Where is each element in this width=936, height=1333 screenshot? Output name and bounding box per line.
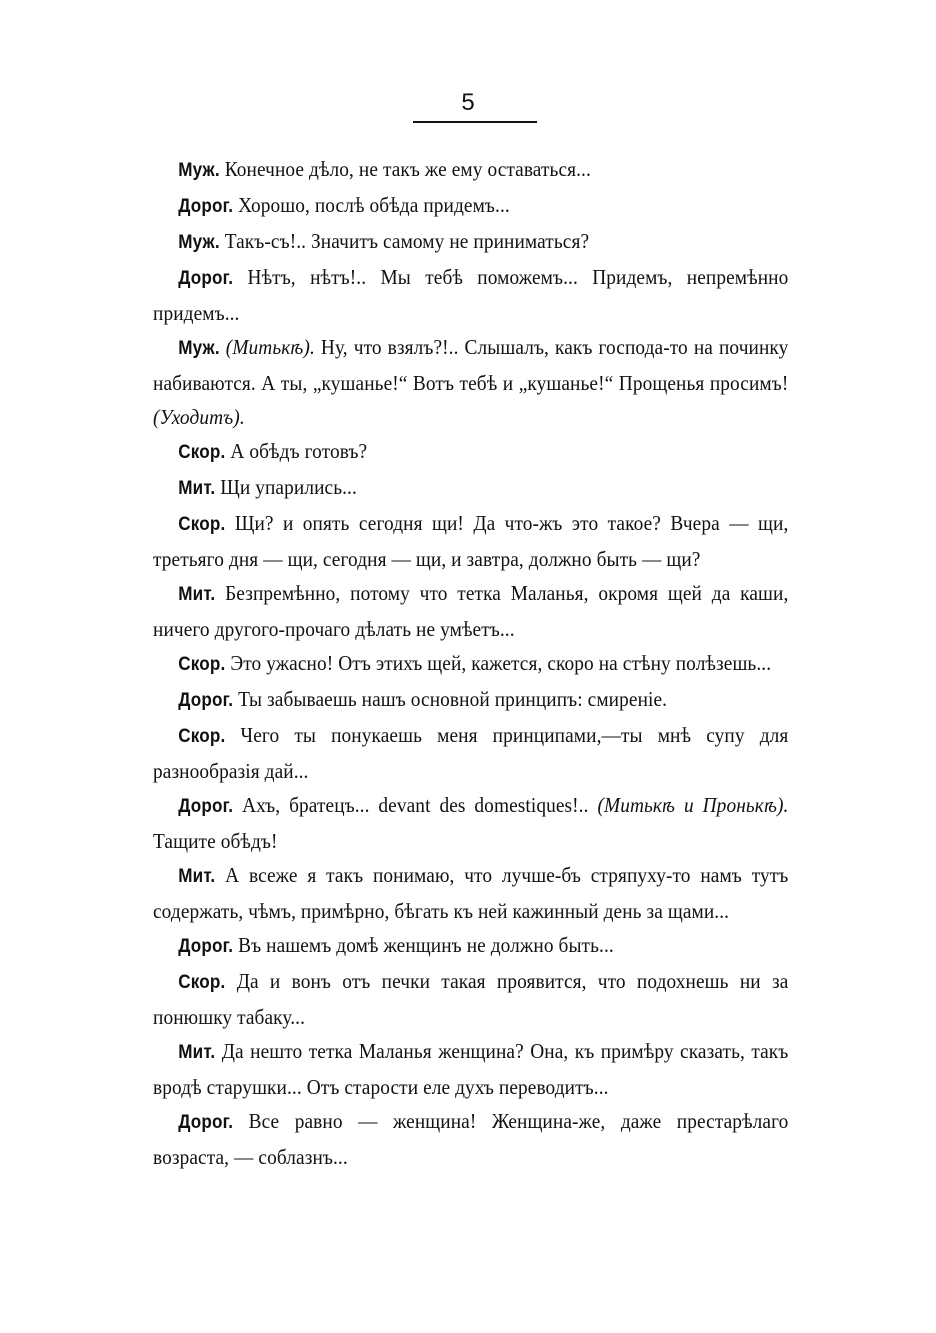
speaker-name: Дорог. (178, 1112, 234, 1133)
dialogue-paragraph (153, 788, 788, 858)
speech-text: Да и вонъ отъ печки такая проявится, что подохнешь ни за понюшку табаку... (153, 969, 789, 1029)
speech-text: Такъ-съ!.. Значитъ самому не приниматься? (219, 229, 590, 253)
dialogue-paragraph (153, 1104, 788, 1174)
speaker-name: Дорог. (178, 796, 234, 817)
speech-text: Все равно — женщина! Женщина-же, даже престарѣлаго возраста, — соблазнъ... (153, 1109, 789, 1169)
play-dialogue-text (153, 152, 789, 1174)
dialogue-paragraph (153, 576, 788, 646)
dialogue-paragraph (153, 260, 788, 330)
speech-text: Чего ты понукаешь меня принципами,—ты мнѣ супу для разнообразія дай... (153, 723, 789, 783)
page-number-rule (413, 121, 537, 123)
speech-text: Это ужасно! Отъ этихъ щей, кажется, скоро на стѣну полѣзешь... (225, 651, 772, 675)
dialogue-paragraph (153, 330, 788, 434)
speaker-name: Муж. (178, 232, 220, 253)
speaker-name: Дорог. (178, 268, 234, 289)
speaker-name: Скор. (178, 442, 226, 463)
speaker-name: Скор. (178, 972, 226, 993)
speech-text: Конечное дѣло, не такъ же ему оставаться... (219, 157, 591, 181)
speech-text: Да нешто тетка Маланья женщина? Она, къ примѣру сказать, такъ вродѣ старушки... Отъ старости еле духъ переводитъ... (153, 1039, 789, 1099)
speaker-name: Скор. (178, 726, 226, 747)
speech-text: Въ нашемъ домѣ женщинъ не должно быть... (233, 933, 614, 957)
stage-direction: (Митькѣ). (225, 335, 315, 359)
stage-direction: (Митькѣ и Пронькѣ). (597, 793, 789, 817)
speaker-name: Дорог. (178, 196, 234, 217)
speaker-name: Скор. (178, 514, 226, 535)
speech-text: Ну, что взялъ?!.. Слышалъ, какъ господа-то на починку набиваются. А ты, „кушанье!“ Вотъ тебѣ и „кушанье!“ Прощенья просимъ! (153, 335, 789, 395)
speech-text: Ахъ, братецъ... devant des domestiques!.. (233, 793, 598, 817)
speech-text: Безпремѣнно, потому что тетка Маланья, окромя щей да каши, ничего другого-прочаго дѣлать не умѣетъ... (153, 581, 789, 641)
speaker-name: Скор. (178, 654, 226, 675)
page-number: 5 (461, 89, 475, 116)
speech-text: Щи? и опять сегодня щи! Да что-жъ это такое? Вчера — щи, третьяго дня — щи, сегодня — щи, и завтра, должно быть — щи? (153, 511, 789, 571)
speaker-name: Мит. (178, 1042, 216, 1063)
dialogue-paragraph (153, 1034, 788, 1104)
speaker-name: Мит. (178, 478, 216, 499)
dialogue-paragraph (153, 858, 788, 928)
speaker-name: Мит. (178, 866, 216, 887)
speaker-name: Дорог. (178, 936, 234, 957)
speaker-name: Дорог. (178, 690, 234, 711)
dialogue-paragraph (153, 188, 788, 224)
speech-text: А всеже я такъ понимаю, что лучше-бъ стряпуху-то намъ тутъ содержать, чѣмъ, примѣрно, бѣгать къ ней кажинный день за щами... (153, 863, 789, 923)
speaker-name: Муж. (178, 338, 220, 359)
speaker-name: Муж. (178, 160, 220, 181)
speech-text: Нѣтъ, нѣтъ!.. Мы тебѣ поможемъ... Придемъ, непремѣнно придемъ... (153, 265, 789, 325)
speech-text: Тащите обѣдъ! (153, 829, 278, 853)
speech-text: Щи упарились... (215, 475, 357, 499)
dialogue-paragraph (153, 646, 788, 682)
dialogue-paragraph (153, 928, 788, 964)
dialogue-paragraph (153, 470, 788, 506)
stage-direction: (Уходитъ). (153, 405, 245, 429)
speech-text: Ты забываешь нашъ основной принципъ: смиреніе. (233, 687, 668, 711)
speech-text: Хорошо, послѣ обѣда придемъ... (233, 193, 510, 217)
dialogue-paragraph (153, 718, 788, 788)
dialogue-paragraph (153, 434, 788, 470)
dialogue-paragraph (153, 964, 788, 1034)
dialogue-paragraph (153, 152, 788, 188)
dialogue-paragraph (153, 224, 788, 260)
speaker-name: Мит. (178, 584, 216, 605)
speech-text: А обѣдъ готовъ? (225, 439, 368, 463)
dialogue-paragraph (153, 506, 788, 576)
dialogue-paragraph (153, 682, 788, 718)
